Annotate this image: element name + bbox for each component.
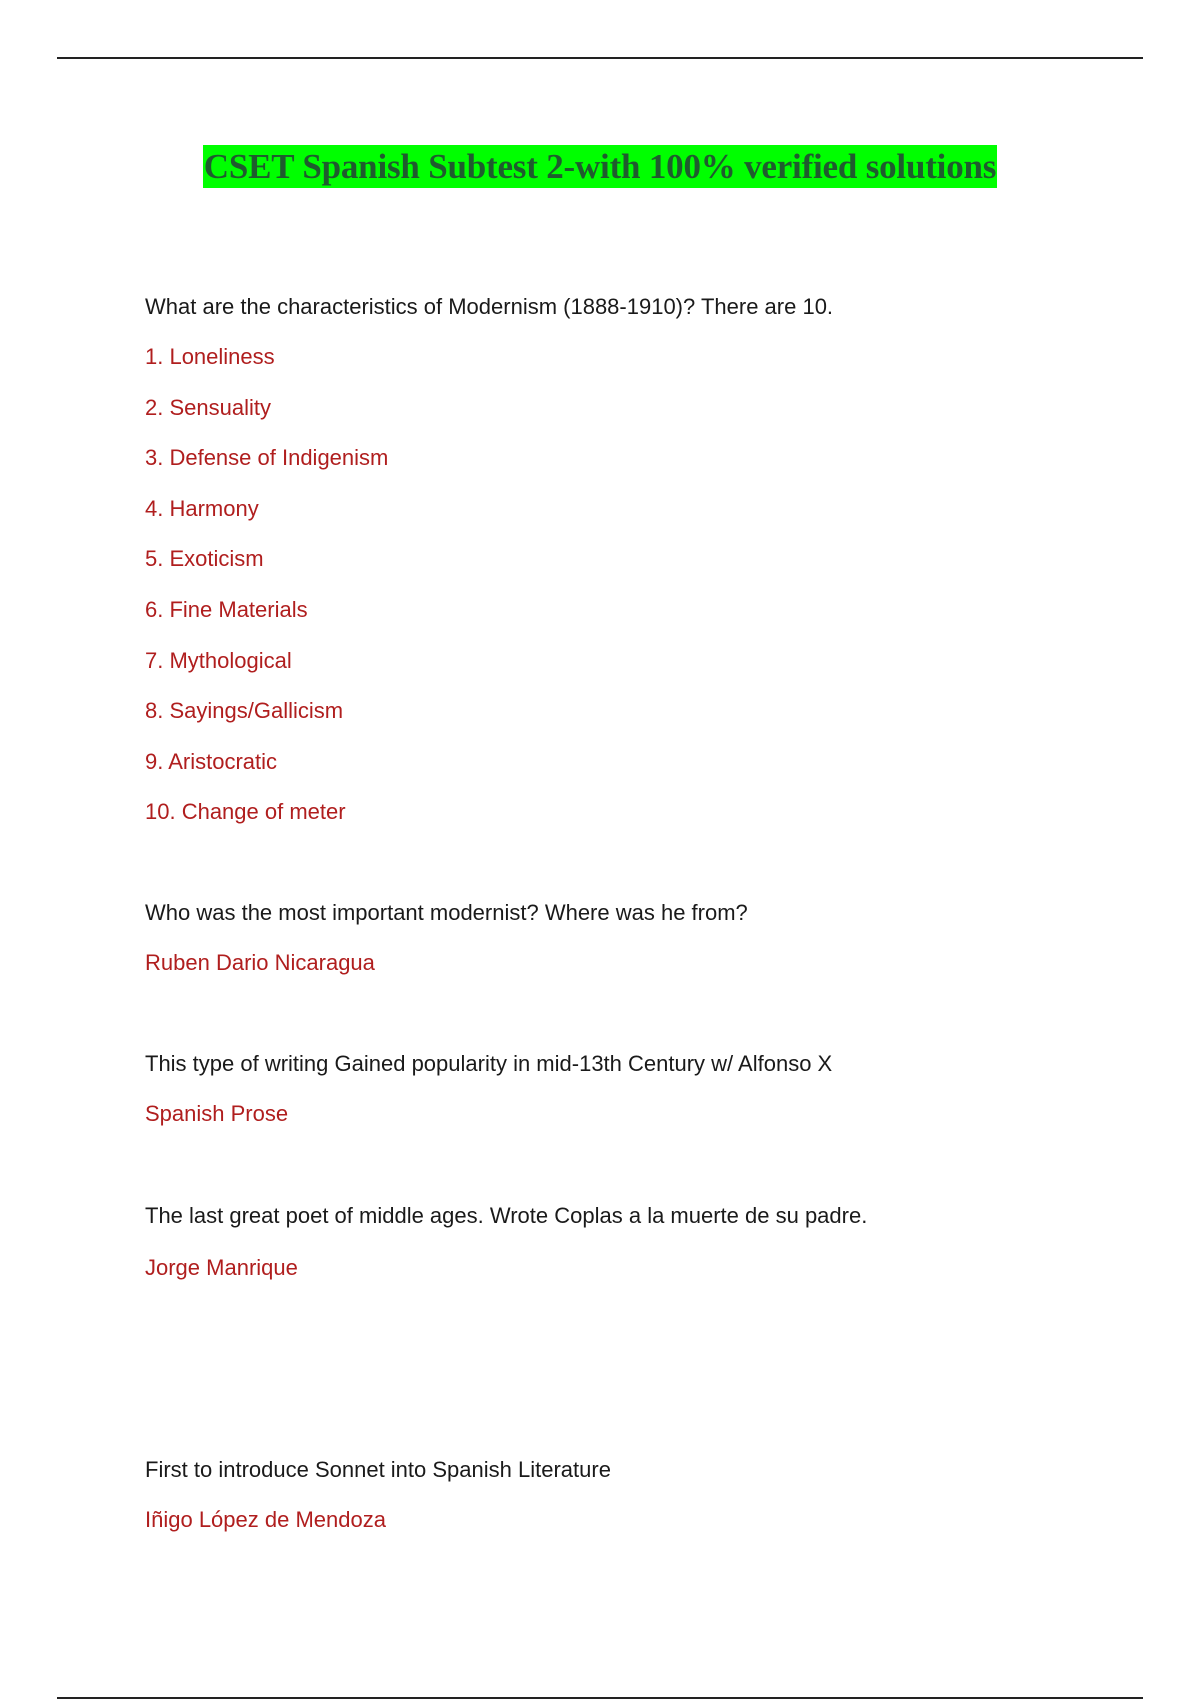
answer-text: Jorge Manrique	[145, 1255, 298, 1280]
answer-text: Spanish Prose	[145, 1101, 289, 1126]
question-text: Who was the most important modernist? Where was he from?	[145, 900, 748, 925]
answer-list	[145, 340, 833, 829]
question-text: First to introduce Sonnet into Spanish Literature	[145, 1457, 611, 1482]
answer-item: 2. Sensuality	[145, 394, 271, 420]
answer-item: 10. Change of meter	[145, 799, 346, 825]
answer-text: Iñigo López de Mendoza	[145, 1507, 386, 1532]
question-text: This type of writing Gained popularity in mid-13th Century w/ Alfonso X	[145, 1051, 833, 1076]
answer-item: 4. Harmony	[145, 495, 259, 521]
qa-block-important-modernist	[145, 896, 748, 980]
answer-item: 1. Loneliness	[145, 344, 275, 369]
title-container	[0, 145, 1200, 188]
qa-block-last-great-poet	[145, 1199, 867, 1285]
header-rule	[57, 57, 1143, 59]
question-text: What are the characteristics of Modernism (1888-1910)? There are 10.	[145, 294, 834, 319]
answer-item: 9. Aristocratic	[145, 748, 278, 774]
footer-rule	[57, 1697, 1143, 1699]
qa-block-modernism	[145, 290, 833, 846]
answer-text: Ruben Dario Nicaragua	[145, 950, 375, 975]
answer-item: 5. Exoticism	[145, 546, 264, 572]
answer-item: 7. Mythological	[145, 647, 292, 673]
answer-item: 6. Fine Materials	[145, 596, 308, 622]
qa-block-sonnet	[145, 1453, 611, 1537]
answer-item: 3. Defense of Indigenism	[145, 445, 389, 471]
answer-item: 8. Sayings/Gallicism	[145, 698, 344, 724]
question-text: The last great poet of middle ages. Wrote Coplas a la muerte de su padre.	[145, 1203, 868, 1228]
document-title: CSET Spanish Subtest 2-with 100% verified solutions	[203, 147, 997, 186]
qa-block-spanish-prose	[145, 1047, 832, 1131]
